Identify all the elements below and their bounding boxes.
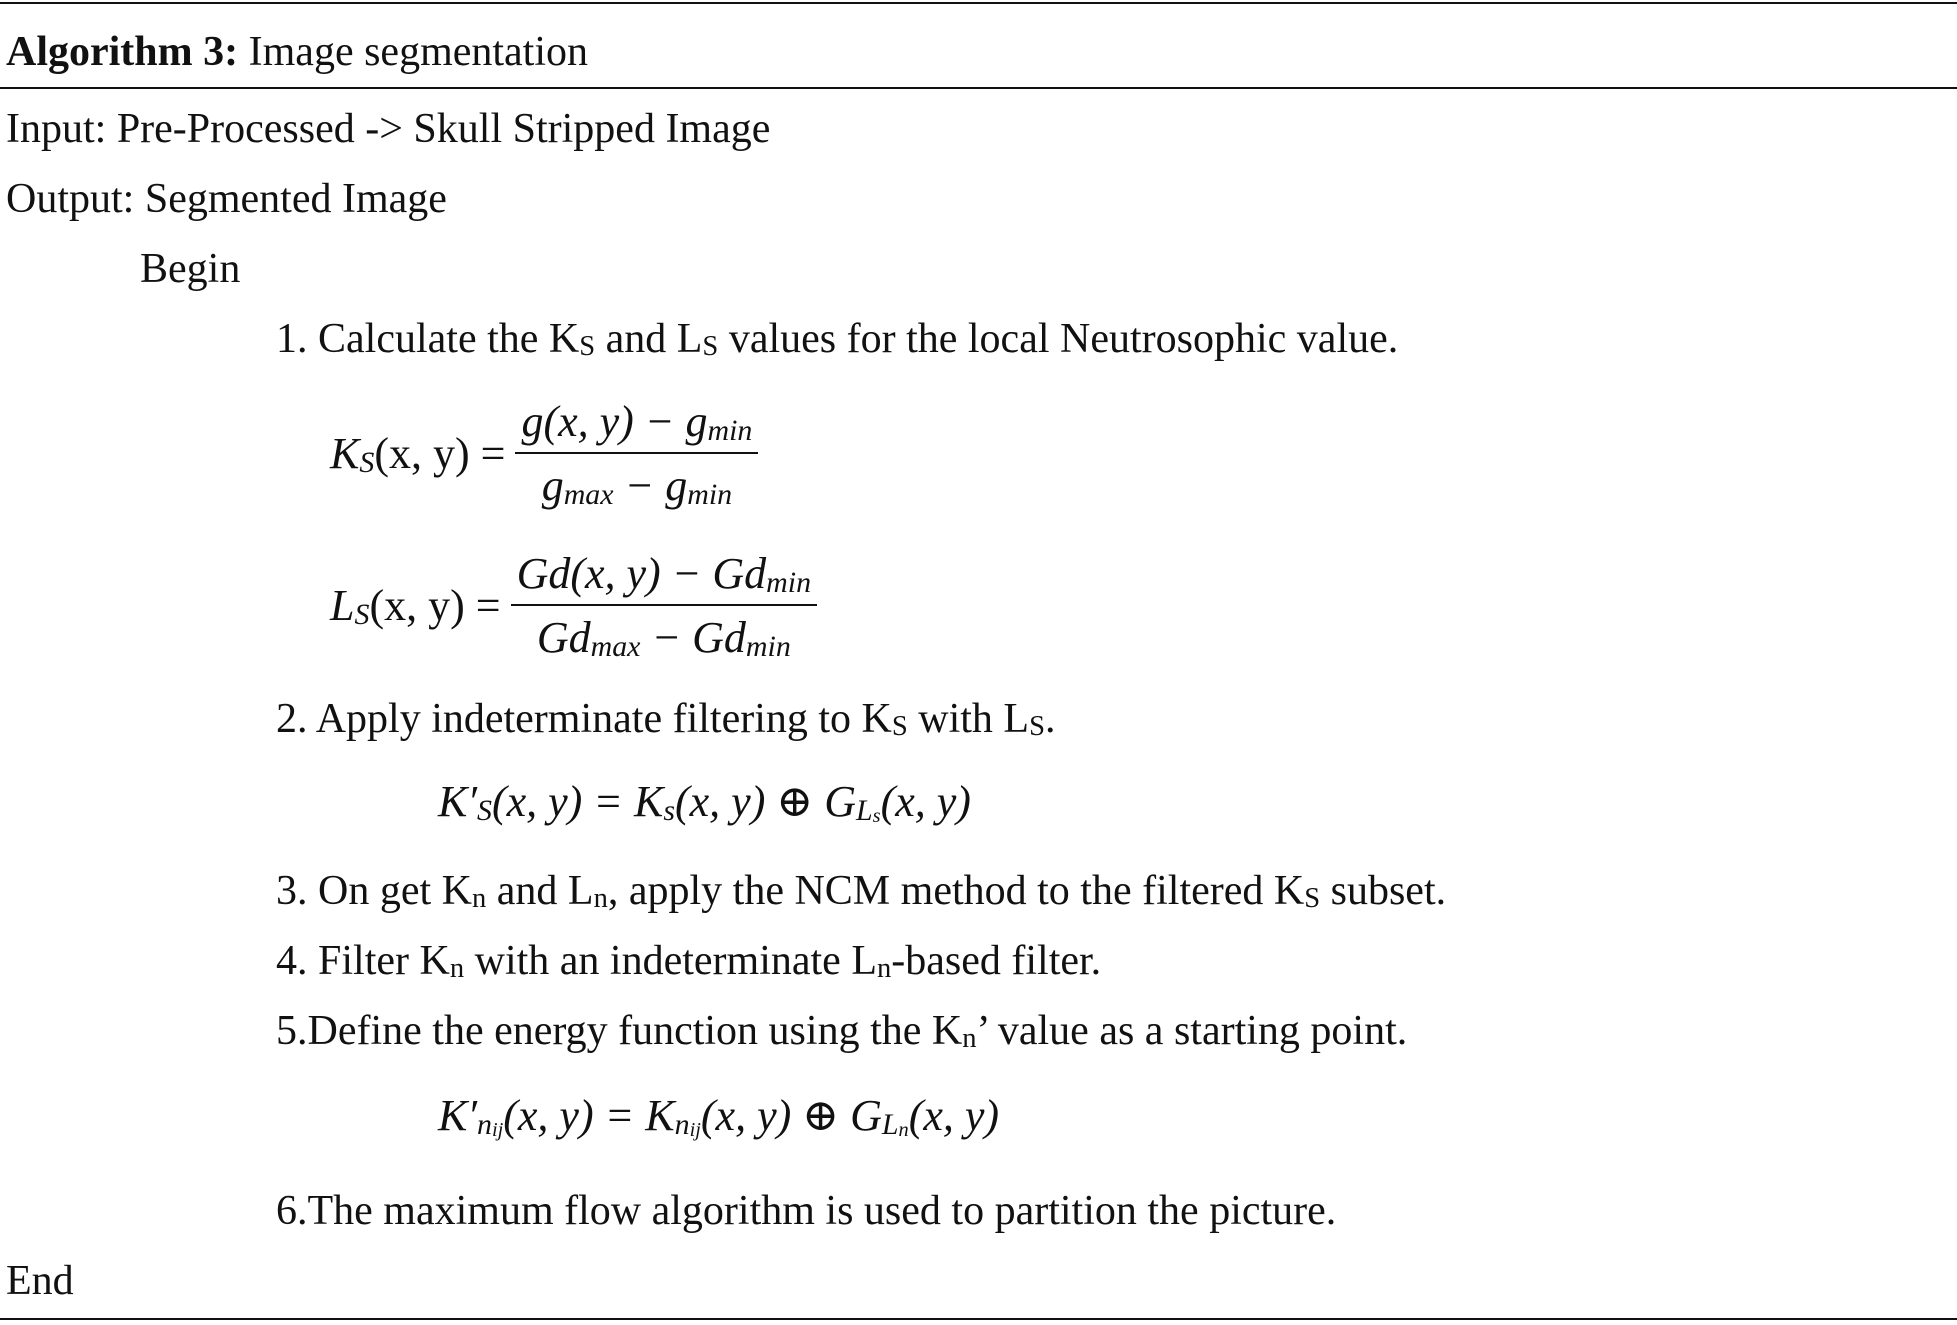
eq-subscript: max bbox=[590, 629, 641, 663]
eq-symbol: K bbox=[330, 429, 360, 478]
subscript: n bbox=[876, 953, 892, 985]
step-5 bbox=[276, 1006, 1407, 1056]
subscript: n bbox=[593, 883, 608, 915]
eq-text: (x, y) = K bbox=[503, 1091, 675, 1140]
bottom-rule bbox=[0, 1318, 1957, 1320]
eq-symbol: K′ bbox=[438, 777, 477, 826]
subscript: S bbox=[579, 331, 596, 363]
eq-subscript: max bbox=[563, 477, 614, 511]
eq-args: (x, y) = bbox=[374, 429, 506, 478]
numerator bbox=[511, 548, 817, 604]
equation-k-prime bbox=[438, 774, 971, 830]
eq-subscript: min bbox=[766, 565, 812, 599]
step-text: On get K bbox=[318, 868, 472, 914]
step-number: 6. bbox=[276, 1188, 308, 1234]
step-6 bbox=[276, 1186, 1336, 1236]
step-text: Define the energy function using the K bbox=[307, 1008, 963, 1054]
header-rule bbox=[0, 87, 1957, 89]
eq-subscript: S bbox=[359, 445, 375, 479]
subscript: S bbox=[891, 711, 908, 743]
eq-text: (x, y) bbox=[880, 777, 971, 826]
eq-subscript: L bbox=[881, 1107, 899, 1141]
eq-text: g(x, y) − g bbox=[521, 397, 708, 446]
end-keyword: End bbox=[6, 1258, 74, 1304]
numerator bbox=[515, 396, 758, 452]
equation-kn-prime bbox=[438, 1086, 999, 1146]
eq-args: (x, y) = bbox=[369, 581, 501, 630]
eq-subscript: min bbox=[707, 413, 753, 447]
eq-text: g bbox=[541, 461, 564, 510]
step-text: The maximum flow algorithm is used to partition the picture. bbox=[307, 1188, 1337, 1234]
algorithm-title bbox=[6, 27, 588, 77]
step-1 bbox=[276, 314, 1398, 364]
equation-ks bbox=[330, 396, 758, 512]
step-text: -based filter. bbox=[891, 938, 1102, 984]
step-text: subset. bbox=[1320, 868, 1447, 914]
subscript: S bbox=[702, 331, 719, 363]
input-line: Input: Pre-Processed -> Skull Stripped Image bbox=[6, 106, 771, 152]
eq-text: − g bbox=[613, 461, 688, 510]
eq-subscript: s bbox=[663, 793, 675, 827]
step-text: Calculate the K bbox=[318, 316, 580, 362]
begin-keyword: Begin bbox=[140, 246, 241, 292]
eq-text: (x, y) ⊕ G bbox=[674, 777, 856, 826]
eq-subsubscript: ij bbox=[689, 1119, 701, 1142]
step-number: 4. bbox=[276, 938, 308, 984]
step-text: Filter K bbox=[318, 938, 450, 984]
step-text: and L bbox=[595, 316, 703, 362]
eq-subscript: min bbox=[745, 629, 791, 663]
step-text: , apply the NCM method to the filtered K bbox=[607, 868, 1305, 914]
eq-subscript bbox=[882, 1108, 909, 1141]
fraction bbox=[515, 396, 758, 512]
eq-text: (x, y) ⊕ G bbox=[700, 1091, 882, 1140]
eq-text: Gd bbox=[536, 613, 591, 662]
step-text: values for the local Neutrosophic value. bbox=[718, 316, 1399, 362]
subscript: n bbox=[449, 953, 465, 985]
eq-text: (x, y) bbox=[908, 1091, 1000, 1140]
eq-subscript: S bbox=[354, 597, 370, 631]
equation-ls bbox=[330, 548, 817, 664]
step-number: 2. bbox=[276, 696, 308, 742]
step-number: 5. bbox=[276, 1008, 308, 1054]
eq-subscript bbox=[477, 1108, 503, 1141]
step-4 bbox=[276, 936, 1101, 986]
denominator bbox=[536, 454, 738, 512]
eq-subscript bbox=[856, 794, 881, 827]
eq-subscript: n bbox=[476, 1107, 492, 1141]
step-text: with an indeterminate L bbox=[464, 938, 877, 984]
subscript: S bbox=[1029, 711, 1045, 743]
eq-text: (x, y) = K bbox=[491, 777, 664, 826]
eq-symbol: L bbox=[330, 581, 355, 630]
step-text: . bbox=[1044, 696, 1056, 742]
step-text: and L bbox=[486, 868, 594, 914]
eq-subsubscript: s bbox=[872, 805, 881, 828]
subscript: n bbox=[962, 1023, 977, 1055]
eq-text: Gd(x, y) − Gd bbox=[516, 549, 767, 598]
eq-subscript: min bbox=[687, 477, 733, 511]
step-number: 1. bbox=[276, 316, 308, 362]
step-text: ’ value as a starting point. bbox=[976, 1008, 1408, 1054]
fraction bbox=[511, 548, 817, 664]
step-text: Apply indeterminate filtering to K bbox=[315, 696, 892, 742]
eq-text: − Gd bbox=[640, 613, 746, 662]
eq-subscript: n bbox=[674, 1107, 690, 1141]
step-2 bbox=[276, 694, 1055, 744]
step-text: with L bbox=[907, 696, 1030, 742]
eq-subsubscript: n bbox=[898, 1119, 909, 1142]
subscript: n bbox=[471, 883, 487, 915]
denominator bbox=[531, 606, 797, 664]
output-line: Output: Segmented Image bbox=[6, 176, 447, 222]
algorithm-name: Image segmentation bbox=[248, 29, 589, 75]
algorithm-label: Algorithm 3: bbox=[6, 29, 239, 75]
step-3 bbox=[276, 866, 1446, 916]
eq-symbol: K′ bbox=[438, 1091, 477, 1140]
eq-subsubscript: ij bbox=[491, 1119, 504, 1142]
step-number: 3. bbox=[276, 868, 308, 914]
subscript: S bbox=[1304, 883, 1321, 915]
eq-subscript: L bbox=[856, 793, 873, 827]
eq-subscript: S bbox=[476, 793, 492, 827]
top-rule bbox=[0, 2, 1957, 4]
eq-subscript bbox=[675, 1108, 701, 1141]
